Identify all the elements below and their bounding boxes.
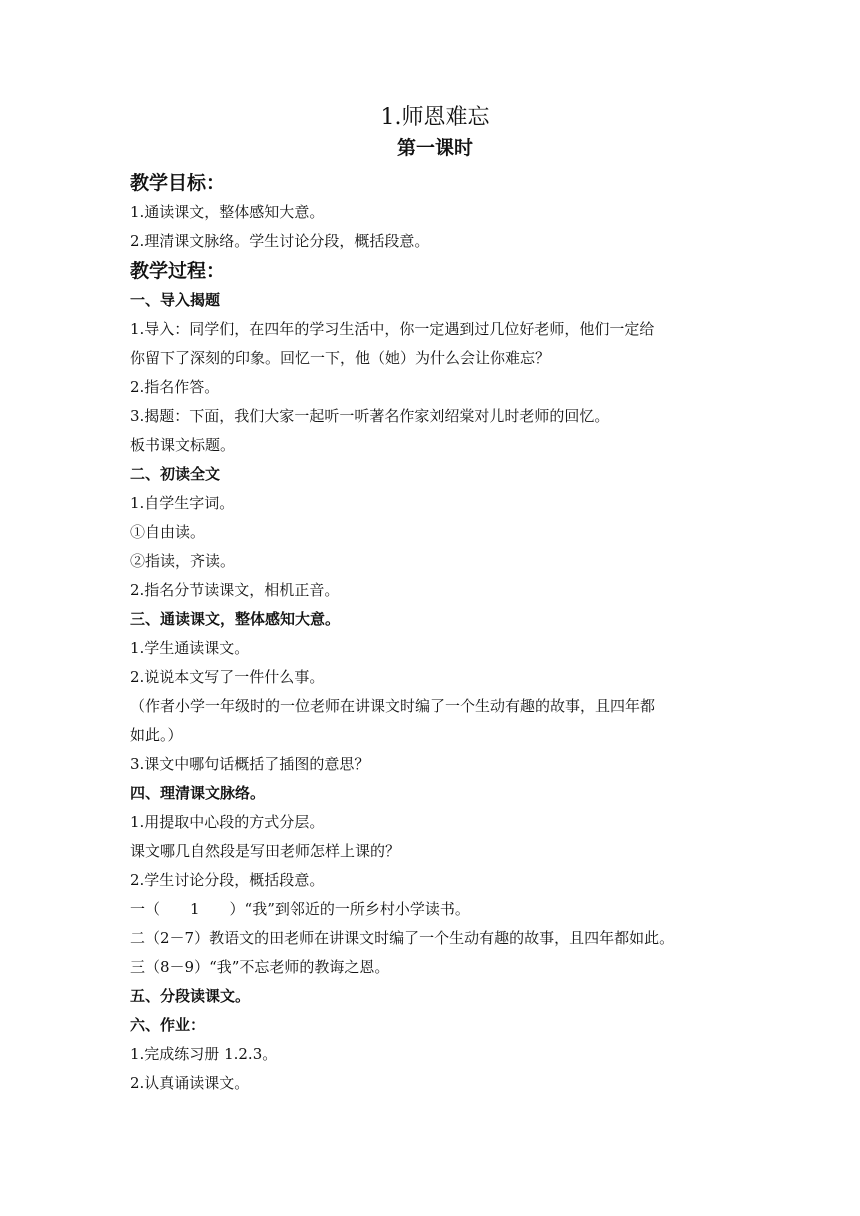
section-line: 一（ 1 ）“我”到邻近的一所乡村小学读书。 bbox=[130, 900, 470, 918]
section-line: 2.认真诵读课文。 bbox=[130, 1074, 250, 1092]
section-line: 2.指名分节读课文，相机正音。 bbox=[130, 581, 340, 599]
section-line: 1.完成练习册 1.2.3。 bbox=[130, 1045, 278, 1063]
section-heading: 二、初读全文 bbox=[130, 465, 221, 483]
section-heading: 六、作业： bbox=[130, 1016, 206, 1034]
section-line: 1.用提取中心段的方式分层。 bbox=[130, 813, 325, 831]
section-line: 2.说说本文写了一件什么事。 bbox=[130, 668, 325, 686]
section-line: 1.自学生字词。 bbox=[130, 494, 235, 512]
objectives-heading: 教学目标： bbox=[130, 172, 226, 194]
document-subtitle: 第一课时 bbox=[396, 137, 473, 159]
section-line: 1.学生通读课文。 bbox=[130, 639, 250, 657]
lesson-plan bbox=[130, 102, 740, 1098]
section-line: 2.指名作答。 bbox=[130, 378, 220, 396]
section-line: 你留下了深刻的印象。回忆一下，他（她）为什么会让你难忘？ bbox=[130, 349, 551, 367]
section-line: 三（8－9）“我”不忘老师的教诲之恩。 bbox=[130, 958, 390, 976]
section-heading: 四、理清课文脉络。 bbox=[130, 784, 266, 802]
objective-item: 2.理清课文脉络。学生讨论分段，概括段意。 bbox=[130, 232, 430, 250]
section-line: ②指读，齐读。 bbox=[130, 552, 236, 570]
section-heading: 三、通读课文，整体感知大意。 bbox=[130, 610, 341, 628]
section-line: 3.揭题：下面，我们大家一起听一听著名作家刘绍棠对儿时老师的回忆。 bbox=[130, 407, 610, 425]
section-line: 课文哪几自然段是写田老师怎样上课的？ bbox=[130, 842, 401, 860]
process-heading: 教学过程： bbox=[130, 260, 226, 282]
section-line: 3.课文中哪句话概括了插图的意思？ bbox=[130, 755, 370, 773]
section-line: ①自由读。 bbox=[130, 523, 206, 541]
document-title: 1.师恩难忘 bbox=[380, 105, 490, 130]
section-heading: 五、分段读课文。 bbox=[130, 987, 251, 1005]
section-heading: 一、导入揭题 bbox=[130, 291, 221, 309]
section-line: 二（2－7）教语文的田老师在讲课文时编了一个生动有趣的故事，且四年都如此。 bbox=[130, 929, 675, 947]
section-line: 如此。） bbox=[130, 726, 183, 744]
section-line: 1.导入：同学们，在四年的学习生活中，你一定遇到过几位好老师，他们一定给 bbox=[130, 320, 655, 338]
section-line: 2.学生讨论分段，概括段意。 bbox=[130, 871, 325, 889]
section-line: 板书课文标题。 bbox=[130, 436, 236, 454]
section-line: （作者小学一年级时的一位老师在讲课文时编了一个生动有趣的故事，且四年都 bbox=[130, 697, 656, 715]
objective-item: 1.通读课文，整体感知大意。 bbox=[130, 203, 325, 221]
